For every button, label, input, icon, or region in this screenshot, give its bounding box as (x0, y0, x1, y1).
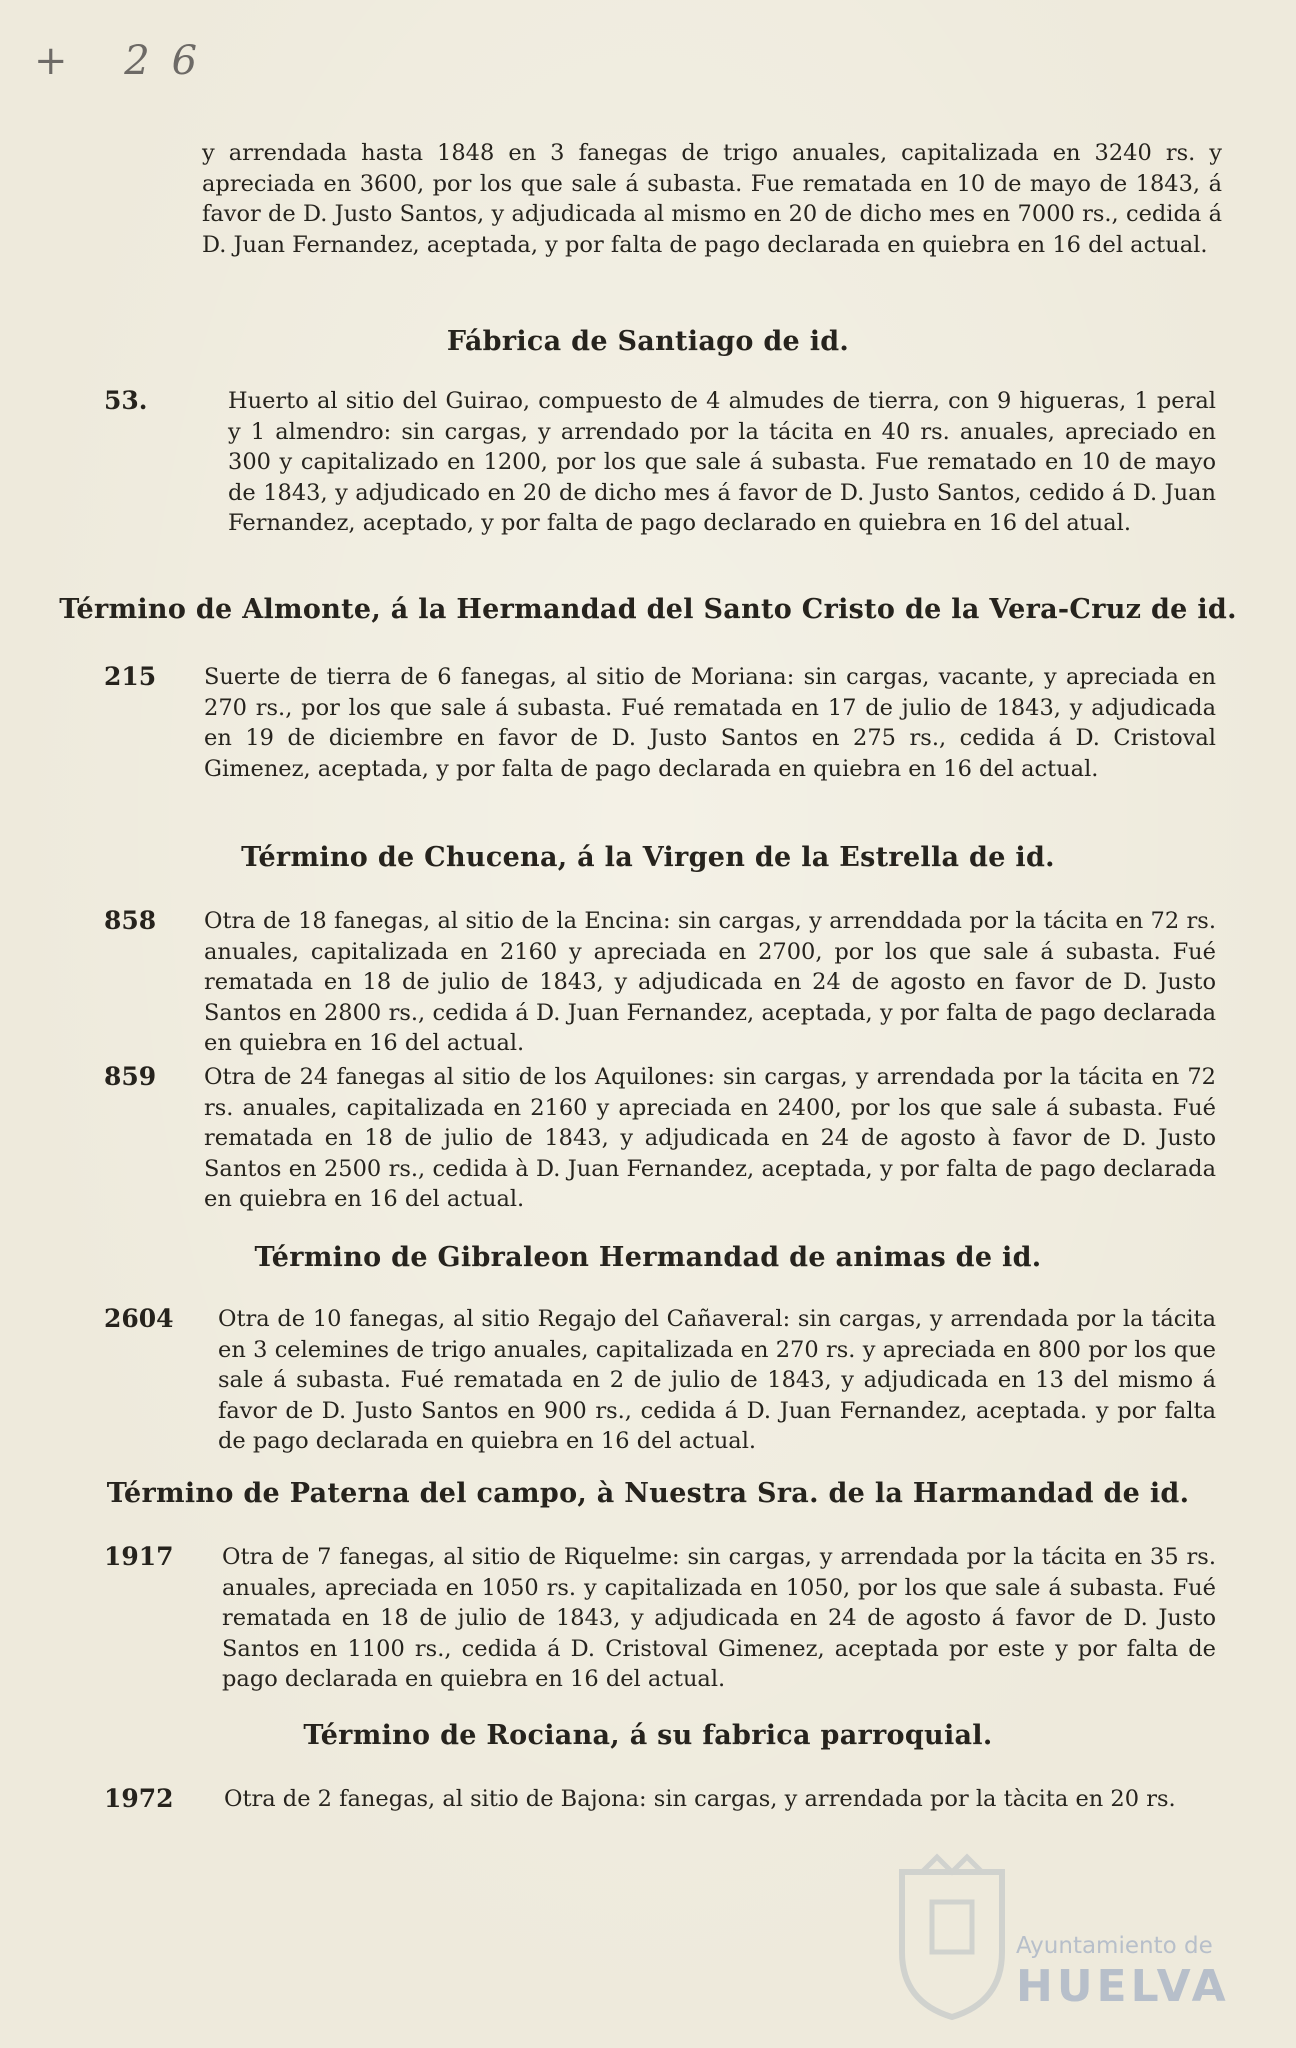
section-heading-paterna (0, 1478, 1296, 1509)
section-heading: Término de Gibraleon Hermandad de animas de id. (254, 1242, 1042, 1273)
entry-text: Huerto al sitio del Guirao, compuesto de 4 almudes de tierra, con 9 higueras, 1 peral y 1 almendro: sin cargas, y arrendado por la tácita en 40 rs. anuales, apreciado en 300 y capitalizado en 1200, por los que sale á subasta. Fue rematado en 10 de mayo de 1843, y adjudicado en 20 de dicho mes á favor de D. Justo Santos, cedido á D. Juan Fernandez, aceptado, y por falta de pago declarado en quiebra en 16 del atual. (228, 388, 1216, 536)
section-heading-santiago (0, 326, 1296, 357)
section-heading-gibraleon (0, 1242, 1296, 1273)
entry-number: 1917 (104, 1542, 174, 1571)
entry-text: Otra de 18 fanegas, al sitio de la Encina: sin cargas, y arrenddada por la tácita en 72 rs. anuales, capitalizada en 2160 y apreciada en 2700, por los que sale á subasta. Fué rematada en 18 de julio de 1843, y adjudicada en 24 de agosto en favor de D. Justo Santos en 2800 rs., cedida á D. Juan Fernandez, aceptada, y por falta de pago declarada en quiebra en 16 del actual. (204, 908, 1216, 1056)
section-heading: Término de Chucena, á la Virgen de la Estrella de id. (241, 842, 1055, 873)
entry-number: 858 (104, 906, 157, 935)
entry-number: 2604 (104, 1304, 174, 1333)
entry-text: Otra de 7 fanegas, al sitio de Riquelme: sin cargas, y arrendada por la tácita en 35 rs. anuales, apreciada en 1050 rs. y capitalizada en 1050, por los que sale á subasta. Fué rematada en 18 de julio de 1843, y adjudicada en 24 de agosto á favor de D. Justo Santos en 1100 rs., cedida á D. Cristoval Gimenez, aceptada por este y por falta de pago declarada en quiebra en 16 del actual. (222, 1544, 1216, 1692)
entry-number: 53. (104, 386, 148, 415)
entry-number: 859 (104, 1062, 157, 1091)
section-heading: Término de Paterna del campo, à Nuestra Sra. de la Harmandad de id. (106, 1478, 1190, 1509)
section-heading-almonte (0, 594, 1296, 625)
section-heading: Fábrica de Santiago de id. (446, 326, 850, 357)
section-heading: Término de Rociana, á su fabrica parroquial. (303, 1720, 993, 1751)
entry-number: 215 (104, 662, 157, 691)
watermark-line1: Ayuntamiento de (1016, 1933, 1213, 1959)
entry-text: Otra de 10 fanegas, al sitio Regajo del Cañaveral: sin cargas, y arrendada por la tácita en 3 celemines de trigo anuales, capitalizada en 270 rs. y apreciada en 800 por los que sale á subasta. Fué rematada en 2 de julio de 1843, y adjudicada en 13 del mismo á favor de D. Justo Santos en 900 rs., cedida á D. Juan Fernandez, aceptada. y por falta de pago declarada en quiebra en 16 del actual. (218, 1306, 1216, 1454)
entry-text: Otra de 2 fanegas, al sitio de Bajona: sin cargas, y arrendada por la tàcita en 20 rs. (224, 1786, 1176, 1812)
section-heading-rociana (0, 1720, 1296, 1751)
margin-annotation: + 26 (34, 38, 220, 84)
city-crest-icon (882, 1852, 1022, 2022)
section-heading: Término de Almonte, á la Hermandad del Santo Cristo de la Vera-Cruz de id. (59, 594, 1237, 625)
watermark-line2: HUELVA (1016, 1961, 1230, 2012)
entry-text: Suerte de tierra de 6 fanegas, al sitio de Moriana: sin cargas, vacante, y apreciada en 270 rs., por los que sale á subasta. Fué rematada en 17 de julio de 1843, y adjudicada en 19 de diciembre en favor de D. Justo Santos en 275 rs., cedida á D. Cristoval Gimenez, aceptada, y por falta de pago declarada en quiebra en 16 del actual. (204, 664, 1216, 782)
intro-paragraph: y arrendada hasta 1848 en 3 fanegas de trigo anuales, capitalizada en 3240 rs. y apreciada en 3600, por los que sale á subasta. Fue rematada en 10 de mayo de 1843, á favor de D. Justo Santos, y adjudicada al mismo en 20 de dicho mes en 7000 rs., cedida á D. Juan Fernandez, aceptada, y por falta de pago declarada en quiebra en 16 del actual. (202, 140, 1222, 258)
watermark (1016, 1933, 1230, 2012)
entry-number: 1972 (104, 1784, 174, 1813)
section-heading-chucena (0, 842, 1296, 873)
entry-text: Otra de 24 fanegas al sitio de los Aquilones: sin cargas, y arrendada por la tácita en 72 rs. anuales, capitalizada en 2160 y apreciada en 2400, por los que sale á subasta. Fué rematada en 18 de julio de 1843, y adjudicada en 24 de agosto à favor de D. Justo Santos en 2500 rs., cedida à D. Juan Fernandez, aceptada, y por falta de pago declarada en quiebra en 16 del actual. (204, 1064, 1216, 1212)
